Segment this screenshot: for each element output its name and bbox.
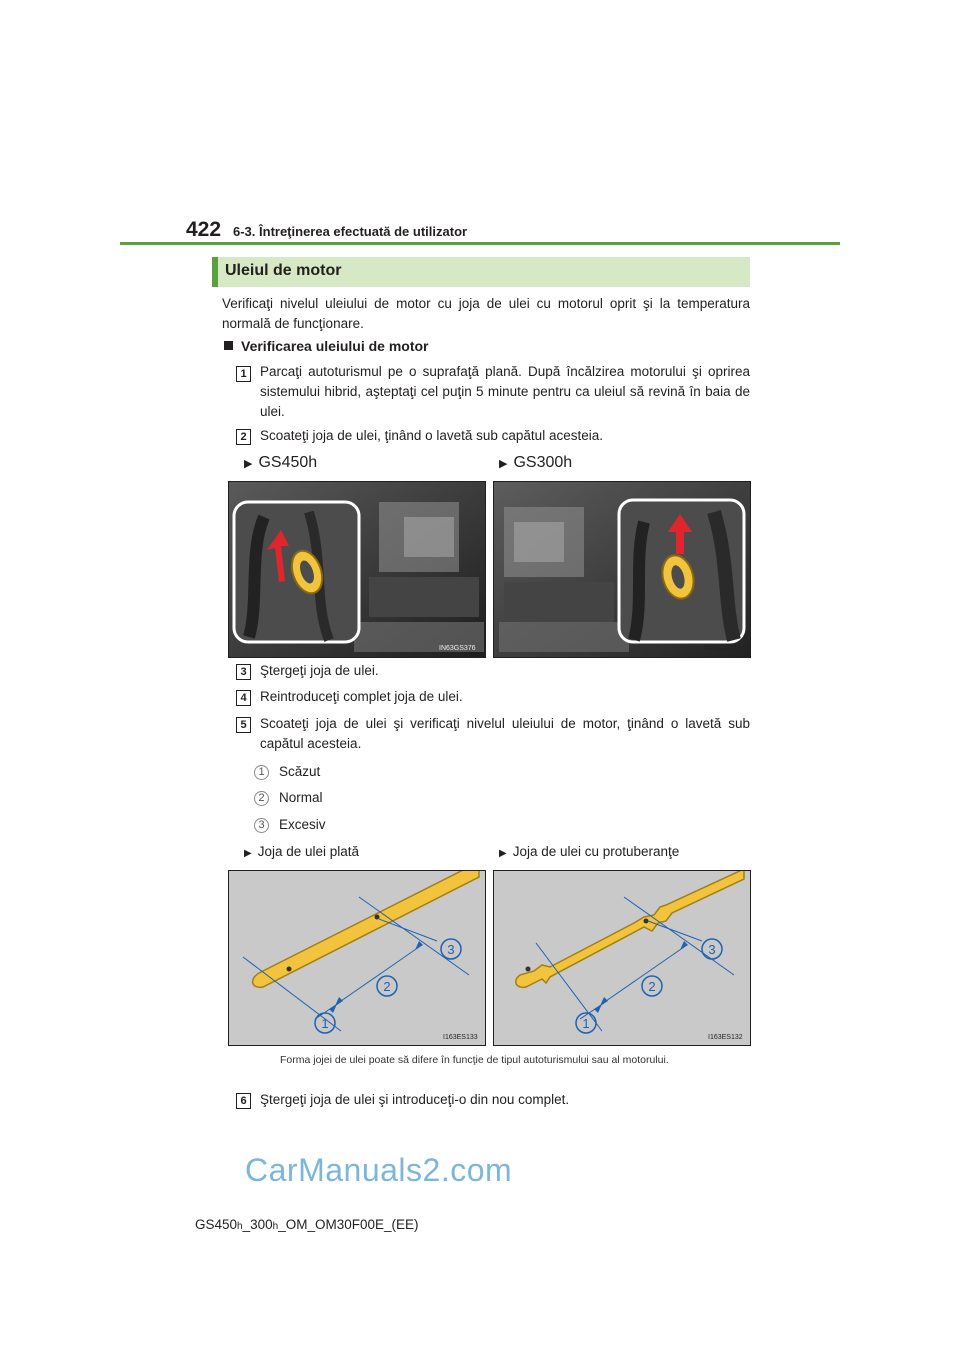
step-text-4: Reintroduceţi complet joja de ulei. <box>260 689 463 704</box>
step-number-4: 4 <box>236 690 251 706</box>
image-code-bottom-right: I163ES132 <box>708 1034 743 1041</box>
level-label-normal: Normal <box>279 790 323 805</box>
dipstick-image-flat <box>228 870 486 1046</box>
image-code-bottom-left: I163ES133 <box>443 1034 478 1041</box>
level-number-1: 1 <box>254 765 269 780</box>
triangle-bullet-icon: ▶ <box>499 458 508 470</box>
variant-label-gs300h: ▶ GS300h <box>499 454 573 471</box>
step-text-1: Parcaţi autoturismul pe o suprafaţă plană. După încălzirea motorului şi oprirea sistemului hibrid, aşteptaţi cel puţin 5 minute pentru ca uleiul să revină în baia de ulei. <box>260 364 750 419</box>
step-number-2: 2 <box>236 429 251 445</box>
step-text-5: Scoateţi joja de ulei şi verificaţi nivelul uleiului de motor, ţinând o lavetă sub capătul acesteia. <box>260 716 750 751</box>
section-heading-bar <box>212 257 218 287</box>
triangle-bullet-icon: ▶ <box>244 458 253 470</box>
dipstick-shape-note: Forma jojei de ulei poate să difere în funcţie de tipul autoturismului sau al motorului. <box>280 1054 669 1066</box>
level-label-excessive: Excesiv <box>279 817 326 832</box>
step-number-5: 5 <box>236 717 251 733</box>
triangle-bullet-icon: ▶ <box>244 848 252 859</box>
level-number-2: 2 <box>254 791 269 806</box>
subheading-text: Verificarea uleiului de motor <box>241 338 429 354</box>
engine-bay-image-gs450h <box>228 481 486 658</box>
step-text-2: Scoateţi joja de ulei, ţinând o lavetă sub capătul acesteia. <box>260 428 603 443</box>
step-text-6: Ştergeţi joja de ulei şi introduceţi-o din nou complet. <box>260 1092 570 1107</box>
header-rule <box>120 242 840 245</box>
section-heading <box>212 257 750 287</box>
intro-paragraph: Verificaţi nivelul uleiului de motor cu joja de ulei cu motorul oprit şi la temperatura normală de funcţionare. <box>222 296 750 331</box>
image-code-right: IN63GS378 <box>704 645 741 652</box>
svg-text:3: 3 <box>447 942 455 957</box>
chapter-title: 6-3. Întreţinerea efectuată de utilizator <box>233 224 468 239</box>
svg-text:3: 3 <box>708 942 716 957</box>
dipstick-label-flat: ▶ Joja de ulei plată <box>244 844 360 859</box>
step-number-1: 1 <box>236 366 251 382</box>
engine-bay-image-gs300h <box>493 481 751 658</box>
step-text-3: Ştergeţi joja de ulei. <box>260 663 379 678</box>
step-number-3: 3 <box>236 664 251 680</box>
square-bullet-icon <box>224 341 233 350</box>
dipstick-image-protrusions <box>493 870 751 1046</box>
dipstick-label-protrusions: ▶ Joja de ulei cu protuberanţe <box>499 844 680 859</box>
triangle-bullet-icon: ▶ <box>499 848 507 859</box>
svg-text:1: 1 <box>582 1016 590 1031</box>
document-code-footer: GS450h_300h_OM_OM30F00E_(EE) <box>195 1217 419 1232</box>
page-number: 422 <box>186 218 222 241</box>
svg-text:2: 2 <box>383 979 391 994</box>
image-code-left: IN63GS376 <box>439 645 476 652</box>
level-label-low: Scăzut <box>279 764 321 779</box>
svg-text:1: 1 <box>321 1016 329 1031</box>
level-number-3: 3 <box>254 818 269 833</box>
svg-text:2: 2 <box>648 979 656 994</box>
watermark: CarManuals2.com <box>245 1152 513 1188</box>
variant-label-gs450h: ▶ GS450h <box>244 454 318 471</box>
section-title: Uleiul de motor <box>225 262 342 279</box>
step-number-6: 6 <box>236 1093 251 1109</box>
subheading <box>224 338 429 354</box>
